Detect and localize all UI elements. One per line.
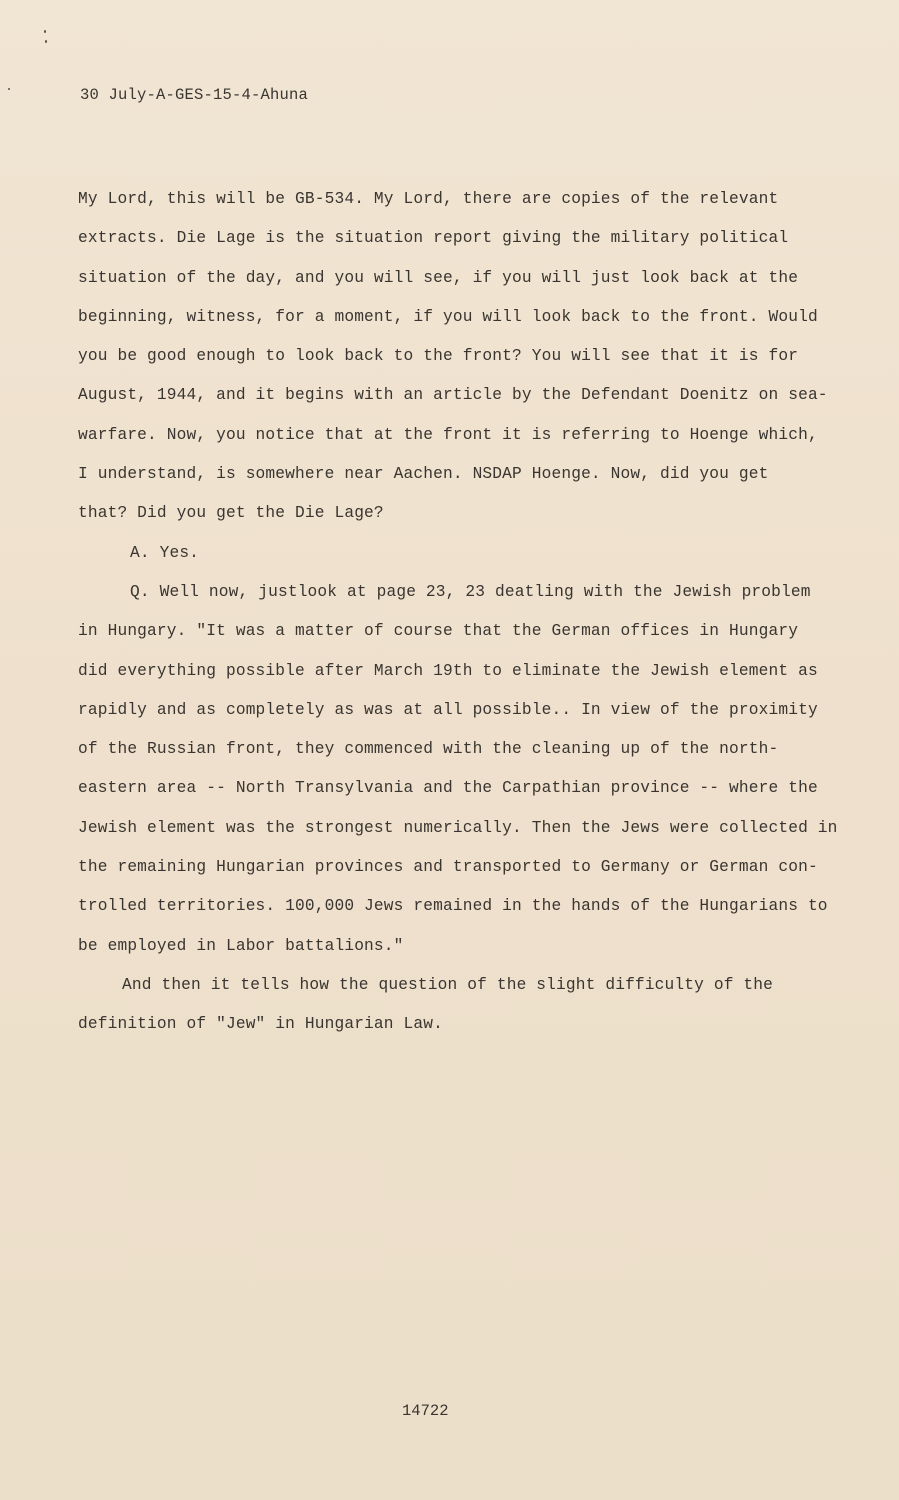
text-line: And then it tells how the question of the slight difficulty of the: [122, 975, 774, 994]
text-line: I understand, is somewhere near Aachen. NSDAP Hoenge. Now, did you get: [78, 465, 769, 484]
text-line: beginning, witness, for a moment, if you will look back to the front. Would: [78, 307, 818, 326]
paper-speck: [44, 30, 46, 33]
document-body: [78, 180, 838, 1045]
answer-line: A. Yes.: [130, 543, 200, 562]
page-number: 14722: [402, 1402, 449, 1420]
text-line: in Hungary. "It was a matter of course that the German offices in Hungary: [78, 622, 799, 641]
answer-paragraph: [78, 534, 838, 573]
text-line: definition of "Jew" in Hungarian Law.: [78, 1015, 443, 1034]
paragraph-1: [78, 180, 838, 534]
text-line: extracts. Die Lage is the situation report giving the military political: [78, 229, 789, 248]
text-line: Q. Well now, justlook at page 23, 23 deatling with the Jewish problem: [130, 582, 811, 601]
text-line: rapidly and as completely as was at all possible.. In view of the proximity: [78, 700, 818, 719]
text-line: My Lord, this will be GB-534. My Lord, there are copies of the relevant: [78, 190, 779, 208]
text-line: of the Russian front, they commenced with the cleaning up of the north-: [78, 740, 779, 759]
text-line: eastern area -- North Transylvania and the Carpathian province -- where the: [78, 779, 818, 798]
text-line: that? Did you get the Die Lage?: [78, 504, 384, 523]
closing-paragraph: [78, 966, 838, 1045]
text-line: the remaining Hungarian provinces and transported to Germany or German con-: [78, 858, 818, 877]
question-paragraph: [78, 573, 838, 966]
text-line: trolled territories. 100,000 Jews remained in the hands of the Hungarians to: [78, 897, 828, 916]
paper-speck: [45, 40, 47, 43]
text-line: did everything possible after March 19th to eliminate the Jewish element as: [78, 661, 818, 680]
text-line: Jewish element was the strongest numerically. Then the Jews were collected in: [78, 818, 838, 837]
text-line: warfare. Now, you notice that at the front it is referring to Hoenge which,: [78, 425, 818, 444]
text-line: situation of the day, and you will see, if you will just look back at the: [78, 268, 799, 287]
text-line: you be good enough to look back to the front? You will see that it is for: [78, 347, 799, 366]
text-line: August, 1944, and it begins with an article by the Defendant Doenitz on sea-: [78, 386, 828, 405]
paper-speck: [8, 88, 10, 90]
document-header: 30 July-A-GES-15-4-Ahuna: [80, 86, 309, 104]
text-line: be employed in Labor battalions.": [78, 936, 404, 955]
